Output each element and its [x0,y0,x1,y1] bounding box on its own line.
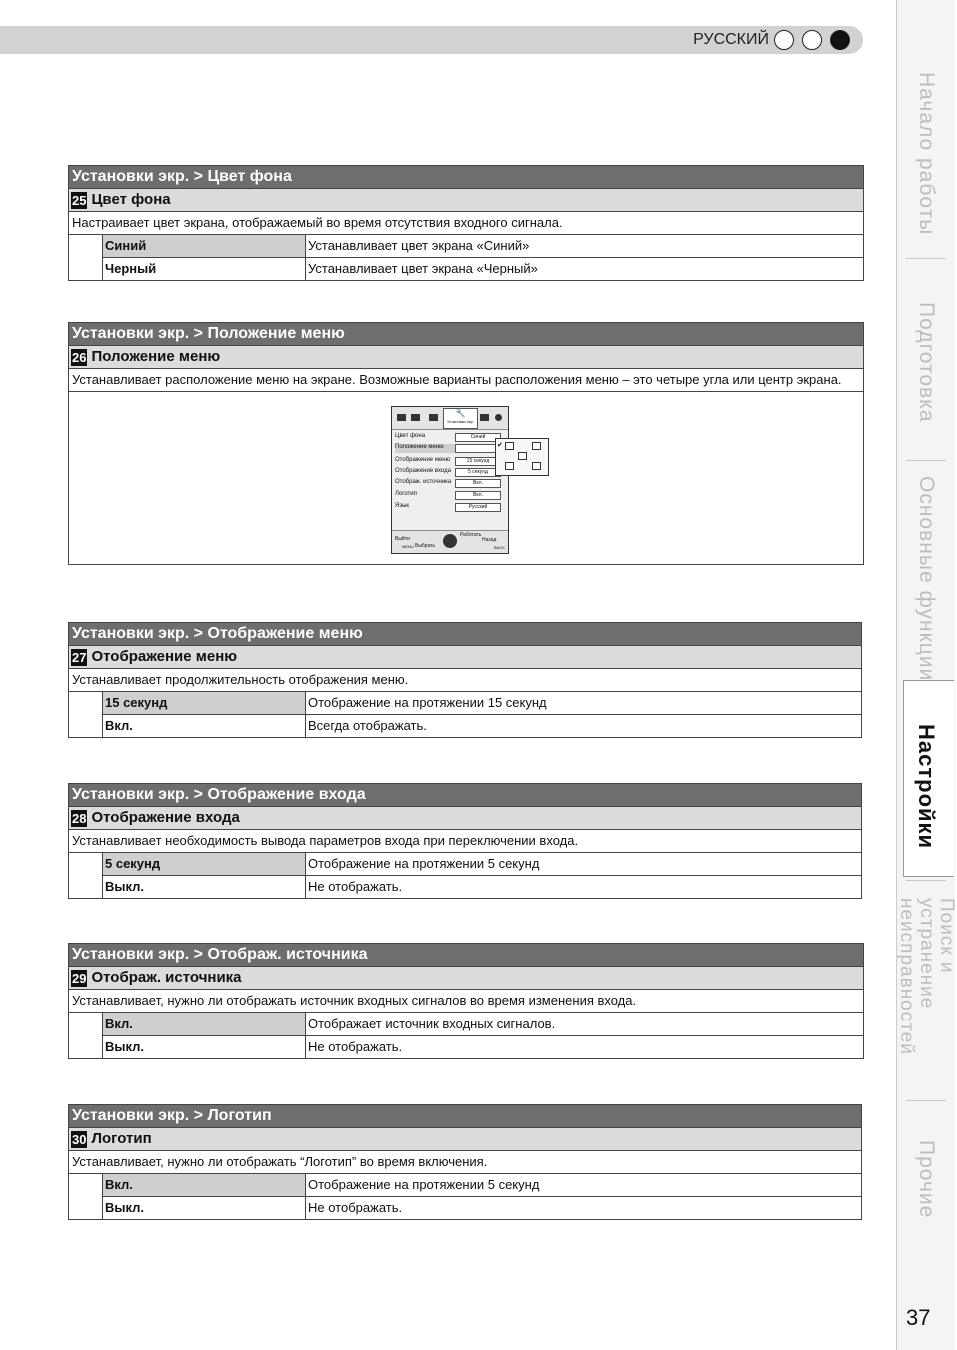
section-logo [68,1104,862,1220]
menu-row-value: Вкл. [455,491,501,500]
item-title: Отображение входа [91,809,240,826]
item-title: Отображ. источника [91,969,242,986]
menu-row [395,491,503,500]
option-value: Отображение на протяжении 15 секунд [308,695,547,710]
section-menu-display [68,622,862,738]
option-value: Всегда отображать. [308,718,427,733]
tab-name: Установки экр. [446,419,475,424]
menu-row-label: Отображ. источника [395,479,452,485]
tab-preparation[interactable] [906,302,946,432]
option-name: Вкл. [103,1013,306,1035]
position-center-icon [518,452,527,460]
section-subheader [68,807,862,830]
option-row [103,1013,863,1035]
option-row [103,1196,861,1219]
menu-row-value: 5 секунд [455,468,501,477]
picture-icon [397,414,406,421]
menu-row [395,433,503,442]
position-options-popup [495,438,549,476]
menu-row-label: Отображение входа [395,468,451,474]
option-value: Не отображать. [308,879,403,894]
options-table [68,235,864,281]
section-header: Установки экр. > Отображение меню [68,622,862,646]
menu-row [395,468,503,477]
section-subheader [68,1128,862,1151]
option-value: Не отображать. [308,1039,403,1054]
item-number: 29 [72,970,87,986]
tab-other[interactable] [906,1140,946,1230]
tab-basic-functions[interactable] [906,476,946,682]
item-number: 27 [72,649,87,665]
option-value: Отображение на протяжении 5 секунд [308,856,540,871]
section-input-display [68,783,862,899]
menu-row-label: Язык [395,503,410,509]
position-bottom-right-icon [532,462,541,470]
tab-label: Поиск и устранение неисправностей [896,898,957,1055]
screen-icon [429,414,438,421]
option-value: Отображение на протяжении 5 секунд [308,1177,540,1192]
item-title: Цвет фона [91,191,171,208]
item-description: Устанавливает необходимость вывода параметров входа при переключении входа. [68,830,862,853]
option-name: 15 секунд [103,692,306,714]
option-name: Выкл. [103,1036,306,1058]
item-title: Положение меню [91,348,221,365]
item-description: Настраивает цвет экрана, отображаемый во время отсутствия входного сигнала. [68,212,864,235]
select-label: Выбрать [415,543,436,549]
section-subheader [68,646,862,669]
option-name: Вкл. [103,715,306,737]
back-label: Назад [482,537,497,543]
item-title: Отображение меню [91,648,238,665]
menu-row [395,457,503,466]
options-table [68,1013,864,1059]
option-name: Вкл. [103,1174,306,1196]
option-name: Черный [103,258,306,280]
option-value: Отображает источник входных сигналов. [308,1016,556,1031]
tab-divider [906,258,946,259]
option-row [103,257,863,280]
menu-row-label: Отображение меню [395,457,451,463]
menu-row-label: Цвет фона [395,433,426,439]
menu-row-value: Русский [455,503,501,512]
language-bar [0,26,863,54]
tab-label: Прочие [915,1140,938,1219]
language-indicator-circle [802,30,822,50]
option-row [103,235,863,257]
option-row [103,853,861,875]
menu-footer [392,530,508,553]
options-table [68,1174,862,1220]
checkmark-icon: ✔ [497,442,503,449]
options-table [68,692,862,738]
tab-label: Настройки [914,724,939,850]
section-header: Установки экр. > Отображение входа [68,783,862,807]
menu-illustration [68,392,864,565]
item-description: Устанавливает, нужно ли отображать источник входных сигналов во время изменения входа. [68,990,864,1013]
section-header: Установки экр. > Отображ. источника [68,943,864,967]
section-header: Установки экр. > Положение меню [68,322,864,346]
section-header: Установки экр. > Логотип [68,1104,862,1128]
setup-icon [480,414,489,421]
page-number: 37 [906,1305,931,1330]
tab-label: Подготовка [915,302,938,423]
option-value: Не отображать. [308,1200,403,1215]
tab-label: Основные функции [915,476,938,682]
tab-divider [906,1100,946,1101]
menu-icon-bar [392,407,508,430]
section-background-color [68,165,864,281]
tab-divider [906,880,946,881]
item-number: 28 [72,810,87,826]
option-name: Выкл. [103,1197,306,1219]
tab-getting-started[interactable] [906,72,946,242]
back-key-label: BACK [494,545,505,550]
section-subheader [68,189,864,212]
menu-row [395,444,503,453]
item-description: Устанавливает расположение меню на экране. Возможные варианты расположения меню – это четыре угла или центр экрана. [68,369,864,392]
menu-row [395,503,503,512]
section-source-display [68,943,864,1059]
tab-troubleshooting[interactable] [896,898,957,1088]
option-row [103,692,861,714]
position-bottom-left-icon [505,462,514,470]
section-subheader [68,967,864,990]
menu-row-value: Вкл. [455,479,501,488]
section-menu-position [68,322,864,565]
position-top-right-icon [532,442,541,450]
item-number: 26 [72,349,87,365]
options-table [68,853,862,899]
option-row [103,1174,861,1196]
option-value: Устанавливает цвет экрана «Черный» [308,261,538,276]
adjust-icon [411,414,420,421]
option-row [103,714,861,737]
tab-label: Начало работы [915,72,938,236]
position-top-left-icon [505,442,514,450]
menu-screenshot [391,406,509,554]
language-indicator-circle [774,30,794,50]
item-number: 30 [72,1131,87,1147]
menu-row-label: Логотип [395,491,417,497]
language-indicator-circle-filled [830,30,850,50]
option-name: 5 секунд [103,853,306,875]
exit-label: Выйти [395,536,410,542]
screen-settings-tab: 🔧 Установки экр. [443,408,478,429]
item-description: Устанавливает продолжительность отображения меню. [68,669,862,692]
menu-row-value: 15 секунд [455,457,501,466]
option-value: Устанавливает цвет экрана «Синий» [308,238,530,253]
ok-button-icon [443,534,457,548]
tab-settings[interactable] [906,724,946,854]
tab-divider [906,460,946,461]
option-row [103,1035,863,1058]
menu-row-value: Синий [455,433,501,442]
item-number: 25 [72,192,87,208]
menu-row-label: Положение меню [395,444,444,450]
option-name: Синий [103,235,306,257]
item-title: Логотип [91,1130,152,1147]
language-label: РУССКИЙ [693,31,769,48]
option-name: Выкл. [103,876,306,898]
option-row [103,875,861,898]
section-header: Установки экр. > Цвет фона [68,165,864,189]
section-subheader [68,346,864,369]
info-icon [495,414,502,421]
item-description: Устанавливает, нужно ли отображать “Логотип” во время включения. [68,1151,862,1174]
menu-row [395,479,503,488]
menu-key-label: MENU [402,544,414,549]
work-label: Работать [460,532,482,538]
